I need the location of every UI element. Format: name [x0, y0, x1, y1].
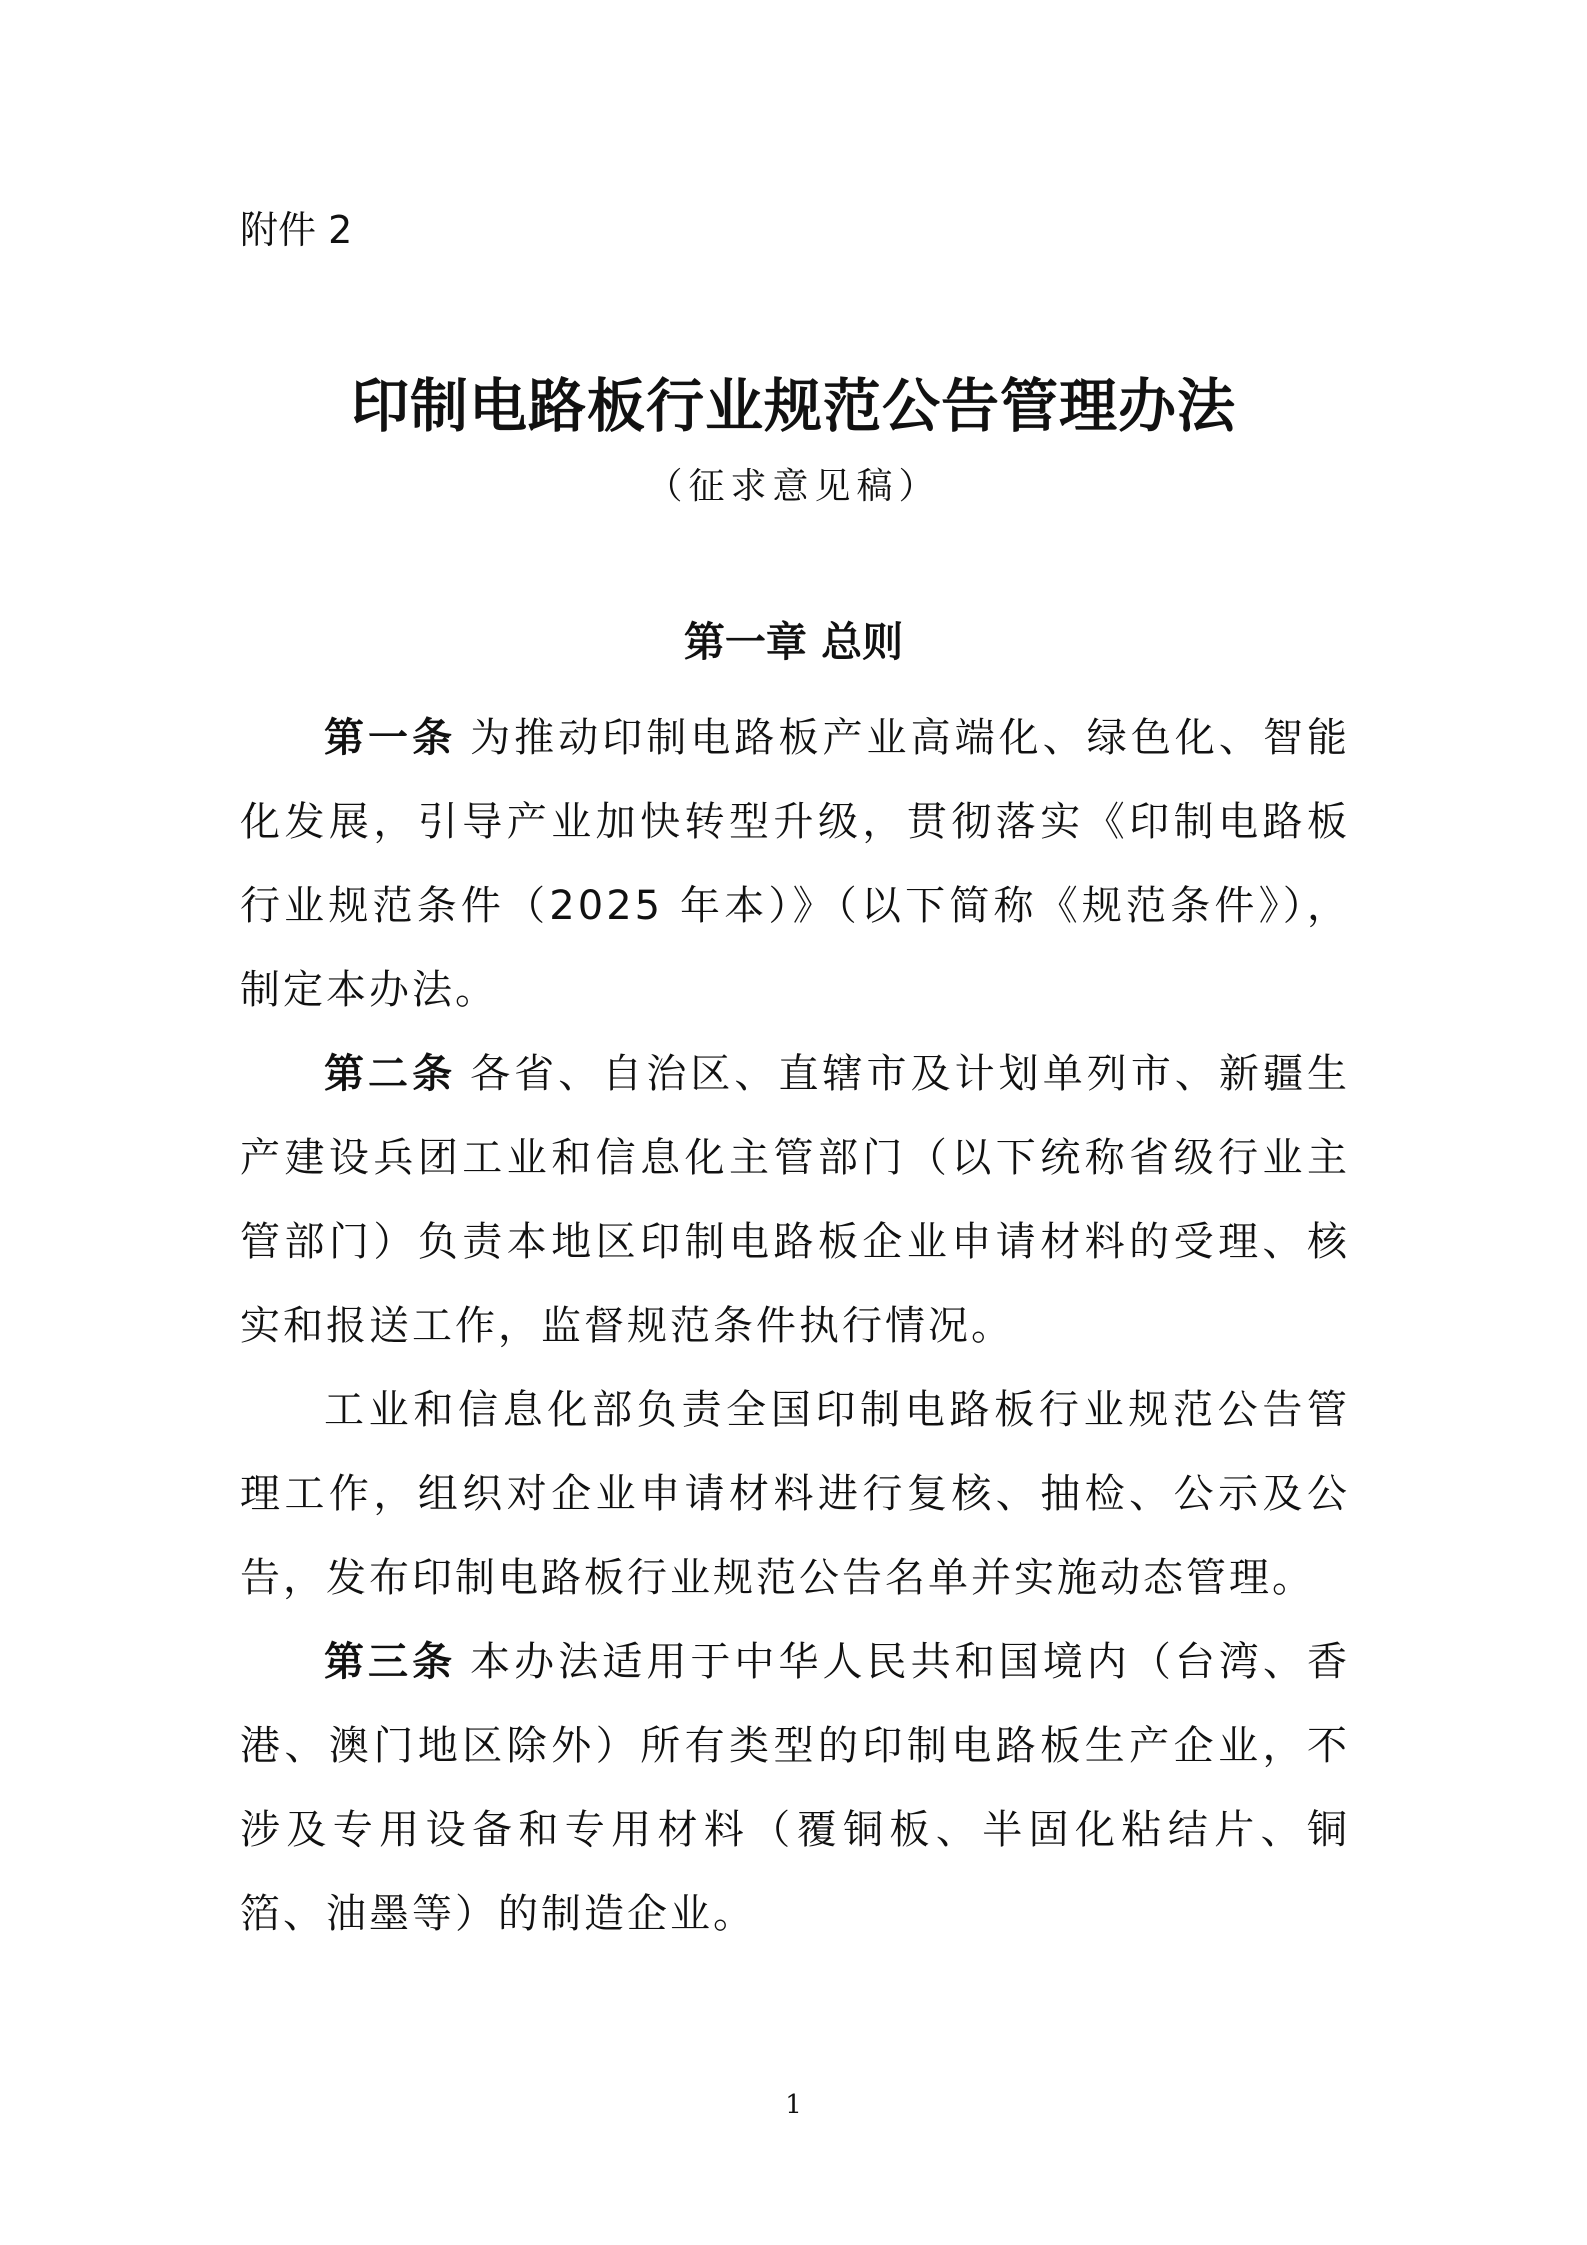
- document-title: 印制电路板行业规范公告管理办法: [350, 372, 1236, 440]
- article-text: 工业和信息化部负责全国印制电路板行业规范公告管理工作，组织对企业申请材料进行复核、抽检、公示及公告，发布印制电路板行业规范公告名单并实施动态管理。: [240, 1387, 1350, 1601]
- article-label: 第二条: [324, 1051, 457, 1097]
- article-1: [240, 696, 1350, 1032]
- document-subtitle: （征求意见稿）: [646, 466, 941, 507]
- article-label: 第一条: [324, 715, 457, 761]
- article-text: 本办法适用于中华人民共和国境内（台湾、香港、澳门地区除外）所有类型的印制电路板生产企业，不涉及专用设备和专用材料（覆铜板、半固化粘结片、铜箔、油墨等）的制造企业。: [240, 1639, 1351, 1937]
- article-text: 为推动印制电路板产业高端化、绿色化、智能化发展，引导产业加快转型升级，贯彻落实《印制电路板行业规范条件（2025 年本）》（以下简称《规范条件》），制定本办法。: [240, 715, 1351, 1013]
- page-number: 1: [785, 2090, 802, 2120]
- document-body: [240, 696, 1350, 1956]
- attachment-label: 附件 2: [240, 208, 353, 252]
- article-2-paragraph-2: [240, 1368, 1350, 1620]
- article-text: 各省、自治区、直辖市及计划单列市、新疆生产建设兵团工业和信息化主管部门（以下统称省级行业主管部门）负责本地区印制电路板企业申请材料的受理、核实和报送工作，监督规范条件执行情况。: [240, 1051, 1351, 1349]
- article-label: 第三条: [324, 1639, 457, 1685]
- article-2: [240, 1032, 1350, 1368]
- article-3: [240, 1620, 1350, 1956]
- chapter-title: 第一章 总则: [683, 618, 904, 666]
